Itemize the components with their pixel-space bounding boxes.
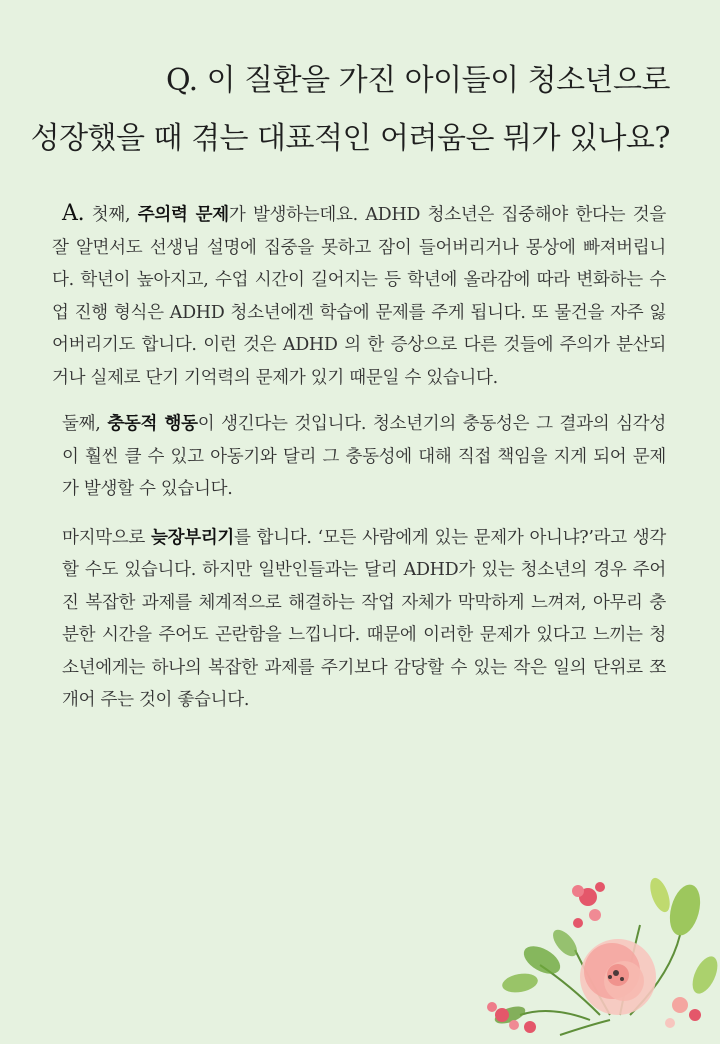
answer-p1-highlight: 주의력 문제 bbox=[137, 205, 229, 225]
answer-p3-highlight: 늦장부리기 bbox=[151, 527, 235, 548]
question-line-1: Q. 이 질환을 가진 아이들이 청소년으로 bbox=[165, 63, 670, 98]
answer-p3-post: 를 합니다. ‘모든 사람에게 있는 문제가 아니냐?’라고 생각할 수도 있습니다. 하지만 일반인들과는 달리 ADHD가 있는 청소년의 경우 주어진 복잡한 과제를 체계적으로 해결하는 작업 자체가 막막하게 느껴져, 아무리 충분한 시간을 주어도 곤란함을 느낍니다. 때문에 이러한 문제가 있다고 느끼는 청소년에게는 하나의 복잡한 과제를 주기보다 감당할 수 있는 작은 일의 단위로 쪼개어 주는 것이 좋습니다. bbox=[62, 527, 666, 710]
answer-p2-pre: 둘째, bbox=[62, 414, 108, 434]
answer-p3-pre: 마지막으로 bbox=[62, 527, 151, 548]
answer-paragraph-2 bbox=[52, 408, 666, 506]
answer-p2-highlight: 충동적 행동 bbox=[107, 414, 198, 434]
answer-paragraph-3 bbox=[52, 522, 666, 717]
answer-p2-post: 이 생긴다는 것입니다. 청소년기의 충동성은 그 결과의 심각성이 훨씬 클 수 있고 아동기와 달리 그 충동성에 대해 직접 책임을 지게 되어 문제가 발생할 수 있습니다. bbox=[62, 414, 666, 499]
answer-p1-post: 가 발생하는데요. ADHD 청소년은 집중해야 한다는 것을 잘 알면서도 선생님 설명에 집중을 못하고 잠이 들어버리거나 몽상에 빠져버립니다. 학년이 높아지고, 수업 시간이 길어지는 등 학년에 올라감에 따라 변화하는 수업 진행 형식은 ADHD 청소년에겐 학습에 문제를 주게 됩니다. 또 물건을 자주 잃어버리기도 합니다. 이런 것은 ADHD 의 한 증상으로 다른 것들에 주의가 분산되거나 실제로 단기 기억력의 문제가 있기 때문일 수 있습니다. bbox=[52, 205, 666, 388]
answer-paragraph-1 bbox=[52, 198, 666, 394]
question-line-2: 성장했을 때 겪는 대표적인 어려움은 뭐가 있나요? bbox=[30, 121, 670, 156]
question-heading bbox=[30, 52, 670, 168]
watercolor-flower-bouquet-icon bbox=[480, 865, 720, 1040]
answer-marker: A. bbox=[62, 201, 85, 226]
answer-body bbox=[52, 198, 666, 717]
answer-p1-pre: 첫째, bbox=[84, 205, 138, 225]
